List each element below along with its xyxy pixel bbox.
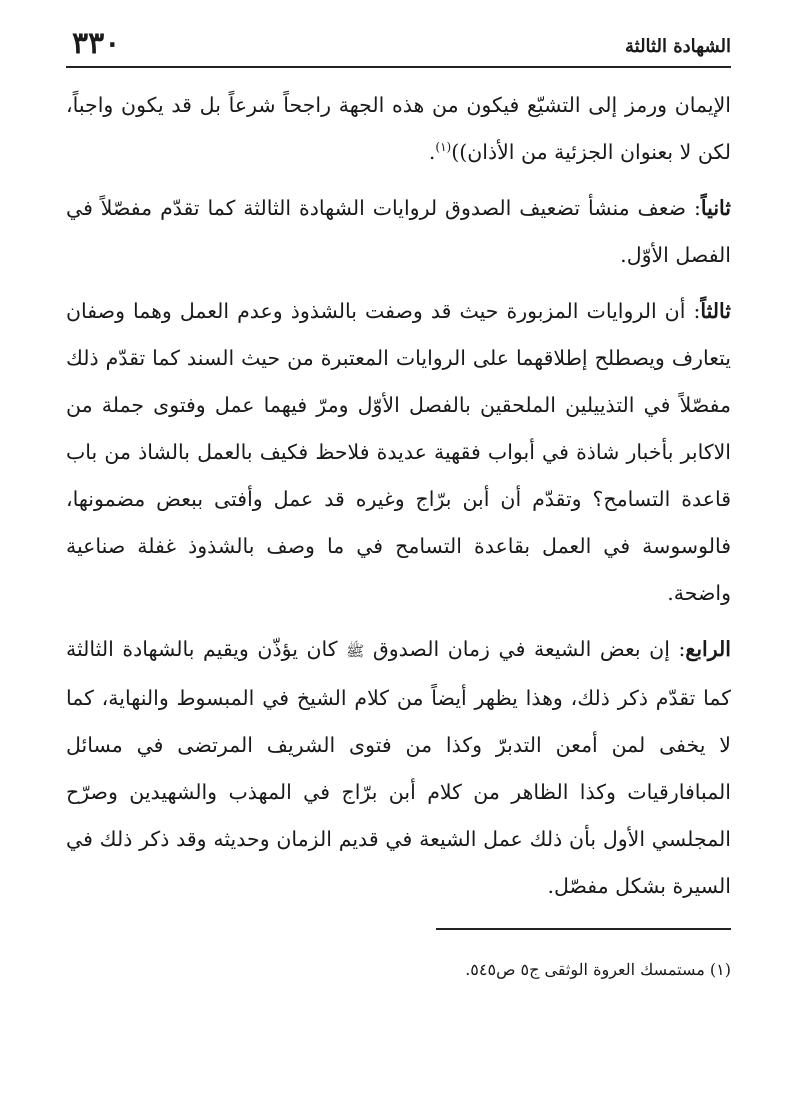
- paragraph-4-text-before: : إن بعض الشيعة في زمان الصدوق: [372, 637, 686, 661]
- paragraph-4-text-after: كان يؤذّن ويقيم بالشهادة الثالثة كما تقدّم ذكر ذلك، وهذا يظهر أيضاً من كلام الشيخ في المبسوط والنهاية، كما لا يخفى لمن أمعن التدبرّ وكذا من فتوى الشريف المرتضى في مسائل المبافارقيات وكذا الظاهر من كلام أبن برّاج في المهذب والشهيدين وصرّح المجلسي الأول بأن ذلك عمل الشيعة في قديم الزمان وحديثه وقد ذكر ذلك في السيرة بشكل مفصّل.: [66, 637, 731, 898]
- paragraph-3: [66, 288, 731, 617]
- running-title: الشهادة الثالثة: [624, 36, 731, 57]
- running-header: [66, 26, 731, 68]
- footnote-divider: [436, 928, 731, 930]
- footnote: (١) مستمسك العروة الوثقى ج٥ ص٥٤٥.: [465, 960, 731, 979]
- paragraph-2: [66, 185, 731, 279]
- paragraph-2-text: : ضعف منشأ تضعيف الصدوق لروايات الشهادة الثالثة كما تقدّم مفصّلاً في الفصل الأوّل.: [66, 196, 731, 267]
- page-number: ٣٣٠: [72, 26, 121, 61]
- paragraph-4-lead: الرابع: [685, 637, 731, 661]
- paragraph-4: [66, 626, 731, 910]
- footnote-ref[interactable]: (١): [435, 140, 452, 155]
- paragraph-3-text: : أن الروايات المزبورة حيث قد وصفت بالشذوذ وعدم العمل وهما وصفان يتعارف ويصطلح إطلاقهما على الروايات المعتبرة من حيث السند كما تقدّم ذلك مفصّلاً في التذييلين الملحقين بالفصل الأوّل ومرّ فيهما عمل وفتوى جملة من الاكابر بأخبار شاذة في أبواب فقهية عديدة فلاحظ فكيف بالعمل بالشاذ من باب قاعدة التسامح؟ وتقدّم أن أبن برّاج وغيره قد عمل وأفتى ببعض مضمونها، فالوسوسة في العمل بقاعدة التسامح في ما وصف بالشذوذ غفلة صناعية واضحة.: [66, 299, 731, 605]
- paragraph-1-tail: .: [428, 140, 436, 164]
- paragraph-3-lead: ثالثاً: [700, 299, 731, 323]
- paragraph-1: [66, 82, 731, 176]
- honorific-glyph: ﷺ: [346, 642, 365, 660]
- paragraph-1-text: الإيمان ورمز إلى التشيّع فيكون من هذه الجهة راجحاً شرعاً بل قد يكون واجباً، لكن لا بعنوان الجزئية من الأذان)): [66, 93, 731, 164]
- body-text: [66, 82, 731, 919]
- paragraph-2-lead: ثانياً: [700, 196, 731, 220]
